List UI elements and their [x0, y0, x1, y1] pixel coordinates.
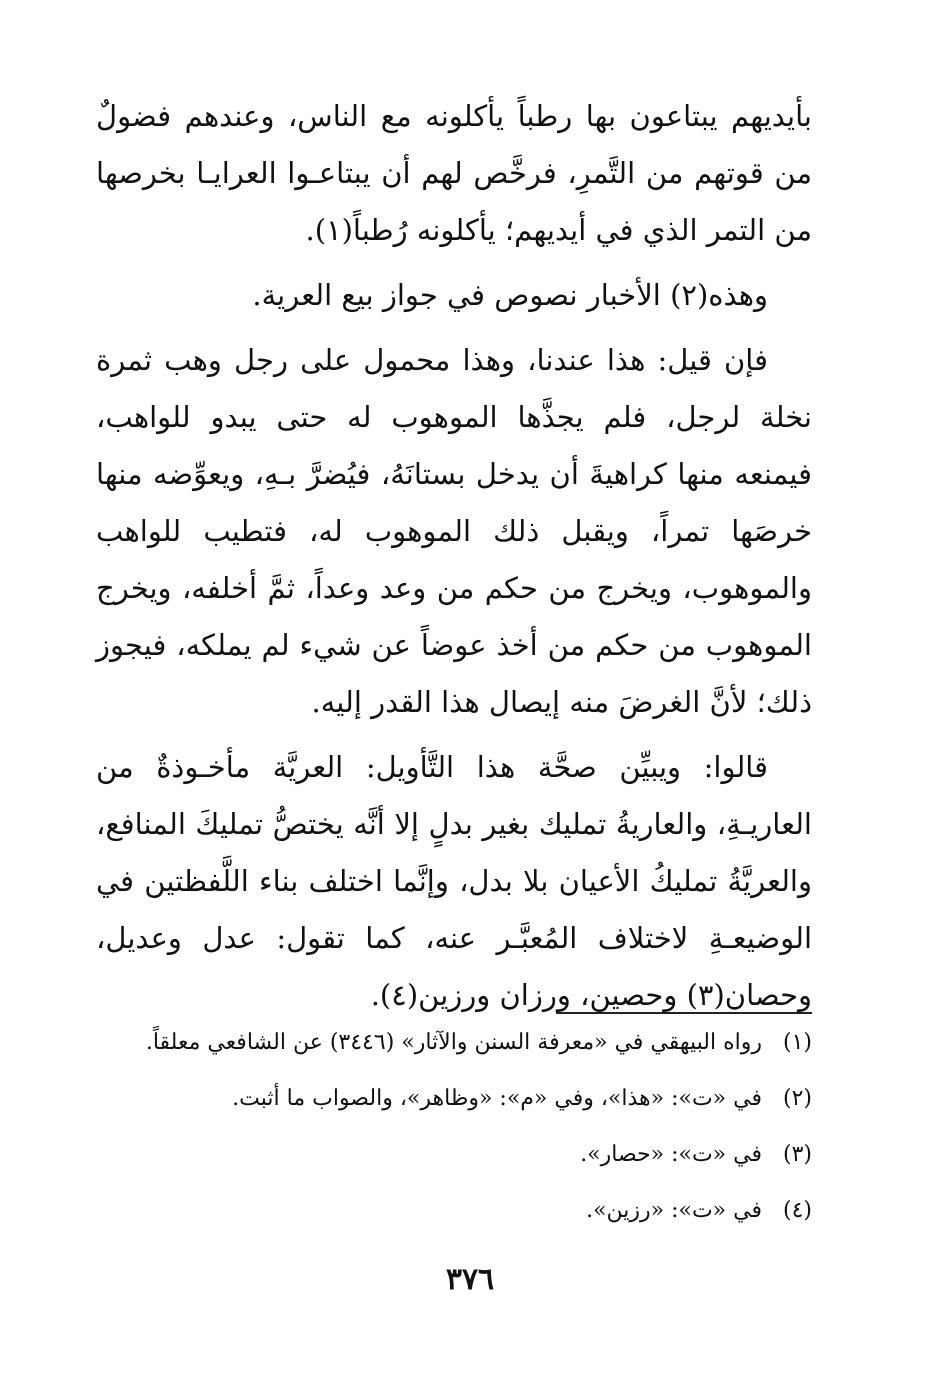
- footnote-number: (١): [782, 1030, 812, 1055]
- paragraph-2: وهذه(٢) الأخبار نصوص في جواز بيع العرية.: [252, 278, 768, 312]
- main-text: [96, 88, 812, 1032]
- footnote-3: [96, 1142, 812, 1198]
- footnote-number: (٤): [782, 1198, 812, 1223]
- paragraph-3: فإن قيل: هذا عندنا، وهذا محمول على رجل وهب ثمرة نخلة لرجل، فلم يجذَّها الموهوب له حتى يبدو للواهب، فيمنعه منها كراهيةَ أن يدخل بستانَهُ، فيُضرَّ بـهِ، ويعوِّضه منها خرصَها تمراً، ويقبل ذلك الموهوب له، فتطيب للواهب والموهوب، ويخرج من حكم من وعد وعداً، ثمَّ أخلفه، ويخرج الموهوب من حكم من أخذ عوضاً عن شيء لم يملكه، فيجوز ذلك؛ لأنَّ الغرضَ منه إيصال هذا القدر إليه.: [96, 343, 812, 719]
- page-number: ٣٧٦: [445, 1262, 495, 1297]
- footnote-number: (٢): [782, 1086, 812, 1111]
- footnote-separator: [556, 1012, 812, 1014]
- footnote-text: رواه البيهقي في «معرفة السنن والآثار» (٣٤٤٦) عن الشافعي معلقاً.: [145, 1030, 762, 1055]
- footnote-text: في «ت»: «رزين».: [586, 1198, 762, 1223]
- footnote-1: [96, 1030, 812, 1086]
- footnote-2: [96, 1086, 812, 1142]
- paragraph-4: قالوا: ويبيِّن صحَّة هذا التَّأويل: العريَّة مأخـوذةٌ من العاريـةِ، والعاريةُ تمليك بغير بدلٍ إلا أنَّه يختصُّ تمليكَ المنافع، والعريَّةُ تمليكُ الأعيان بلا بدل، وإنَّما اختلف بناء اللَّفظتين في الوضيعـةِ لاختلاف المُعبَّـر عنه، كما تقول: عدل وعديل، وحصان(٣) وحصين، ورزان ورزين(٤).: [96, 750, 812, 1012]
- footnote-text: في «ت»: «حصار».: [580, 1142, 762, 1167]
- paragraph-1: بأيديهم يبتاعون بها رطباً يأكلونه مع الناس، وعندهم فضولٌ من قوتهم من التَّمرِ، فرخَّص لهم أن يبتاعـوا العرايـا بخرصها من التمر الذي في أيديهم؛ يأكلونه رُطباً(١).: [96, 99, 812, 247]
- footnote-4: [96, 1198, 812, 1254]
- footnote-text: في «ت»: «هذا»، وفي «م»: «وظاهر»، والصواب ما أثبت.: [232, 1086, 762, 1111]
- footnote-number: (٣): [782, 1142, 812, 1167]
- footnotes: [96, 1030, 812, 1254]
